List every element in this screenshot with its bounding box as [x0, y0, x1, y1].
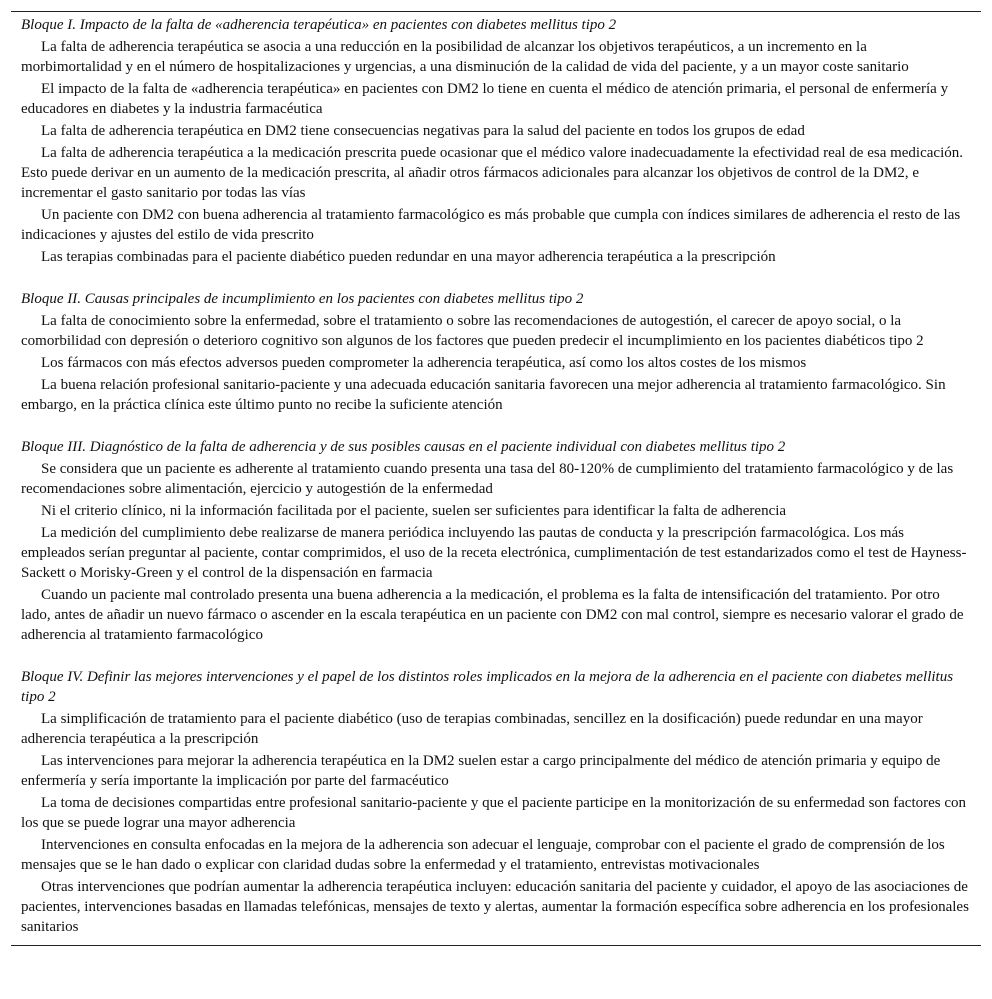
block-item: La falta de adherencia terapéutica se asocia a una reducción en la posibilidad de alcanzar los objetivos terapéuticos, a un incremento en la morbimortalidad y en el número de hospitalizaciones y urgencias, a una disminución de la calidad de vida del paciente, y a un mayor coste sanitario: [21, 39, 909, 75]
block-item: La falta de conocimiento sobre la enfermedad, sobre el tratamiento o sobre las recomendaciones de autogestión, el carecer de apoyo social, o la comorbilidad con depresión o deterioro cognitivo son algunos de los factores que pueden predecir el incumplimiento en los pacientes diabéticos tipo 2: [21, 313, 924, 349]
block-item: La simplificación de tratamiento para el paciente diabético (uso de terapias combinadas, sencillez en la dosificación) puede redundar en una mayor adherencia terapéutica a la prescripción: [21, 711, 923, 747]
block-2: [21, 289, 971, 415]
block-item: La medición del cumplimiento debe realizarse de manera periódica incluyendo las pautas de conducta y la prescripción farmacológica. Los más empleados serían preguntar al paciente, contar comprimidos, el uso de la receta electrónica, cumplimentación de test estandarizados como el test de Hayness-Sackett o Morisky-Green y el control de la dispensación en farmacia: [21, 525, 967, 581]
block-title: Bloque III. Diagnóstico de la falta de adherencia y de sus posibles causas en el paciente individual con diabetes mellitus tipo 2: [21, 439, 786, 455]
block-item: Intervenciones en consulta enfocadas en la mejora de la adherencia son adecuar el lenguaje, comprobar con el paciente el grado de comprensión de los mensajes que se le han dado o explicar con claridad dudas sobre la enfermedad y el tratamiento, entrevistas motivacionales: [21, 837, 945, 873]
block-item: Los fármacos con más efectos adversos pueden comprometer la adherencia terapéutica, así como los altos costes de los mismos: [41, 355, 807, 371]
block-item: La toma de decisiones compartidas entre profesional sanitario-paciente y que el paciente participe en la monitorización de su enfermedad son factores con los que se puede lograr una mayor adherencia: [21, 795, 967, 831]
block-item: Las intervenciones para mejorar la adherencia terapéutica en la DM2 suelen estar a cargo principalmente del médico de atención primaria y equipo de enfermería y sería importante la implicación por parte del farmacéutico: [21, 753, 941, 789]
block-item: Ni el criterio clínico, ni la información facilitada por el paciente, suelen ser suficientes para identificar la falta de adherencia: [41, 503, 787, 519]
block-item: La buena relación profesional sanitario-paciente y una adecuada educación sanitaria favorecen una mejor adherencia al tratamiento farmacológico. Sin embargo, en la práctica clínica este último punto no recibe la suficiente atención: [21, 377, 946, 413]
block-title: Bloque I. Impacto de la falta de «adherencia terapéutica» en pacientes con diabetes mellitus tipo 2: [21, 17, 617, 33]
consensus-table: [11, 11, 981, 946]
block-3: [21, 437, 971, 645]
block-item: El impacto de la falta de «adherencia terapéutica» en pacientes con DM2 lo tiene en cuenta el médico de atención primaria, el personal de enfermería y educadores en diabetes y la industria farmacéutica: [21, 81, 949, 117]
block-item: Un paciente con DM2 con buena adherencia al tratamiento farmacológico es más probable que cumpla con índices similares de adherencia el resto de las indicaciones y ajustes del estilo de vida prescrito: [21, 207, 961, 243]
block-item: Otras intervenciones que podrían aumentar la adherencia terapéutica incluyen: educación sanitaria del paciente y cuidador, el apoyo de las asociaciones de pacientes, intervenciones basadas en llamadas telefónicas, mensajes de texto y alertas, aumentar la formación específica sobre adherencia en los profesionales sanitarios: [21, 879, 969, 935]
block-item: Se considera que un paciente es adherente al tratamiento cuando presenta una tasa del 80-120% de cumplimiento del tratamiento farmacológico y de las recomendaciones sobre alimentación, ejercicio y autogestión de la enfermedad: [21, 461, 954, 497]
block-title: Bloque IV. Definir las mejores intervenciones y el papel de los distintos roles implicados en la mejora de la adherencia en el paciente con diabetes mellitus tipo 2: [21, 669, 954, 705]
block-item: Cuando un paciente mal controlado presenta una buena adherencia a la medicación, el problema es la falta de intensificación del tratamiento. Por otro lado, antes de añadir un nuevo fármaco o ascender en la escala terapéutica en un paciente con DM2 con mal control, siempre es necesario valorar el grado de adherencia al tratamiento farmacológico: [21, 587, 964, 643]
block-1: [21, 15, 971, 267]
block-title: Bloque II. Causas principales de incumplimiento en los pacientes con diabetes mellitus tipo 2: [21, 291, 584, 307]
block-item: La falta de adherencia terapéutica en DM2 tiene consecuencias negativas para la salud del paciente en todos los grupos de edad: [41, 123, 805, 139]
block-item: Las terapias combinadas para el paciente diabético pueden redundar en una mayor adherencia terapéutica a la prescripción: [41, 249, 776, 265]
block-item: La falta de adherencia terapéutica a la medicación prescrita puede ocasionar que el médico valore inadecuadamente la efectividad real de esa medicación. Esto puede derivar en un aumento de la medicación prescrita, al añadir otros fármacos adicionales para alcanzar los objetivos de control de la DM2, e incrementar el gasto sanitario por todas las vías: [21, 145, 963, 201]
block-4: [21, 667, 971, 937]
